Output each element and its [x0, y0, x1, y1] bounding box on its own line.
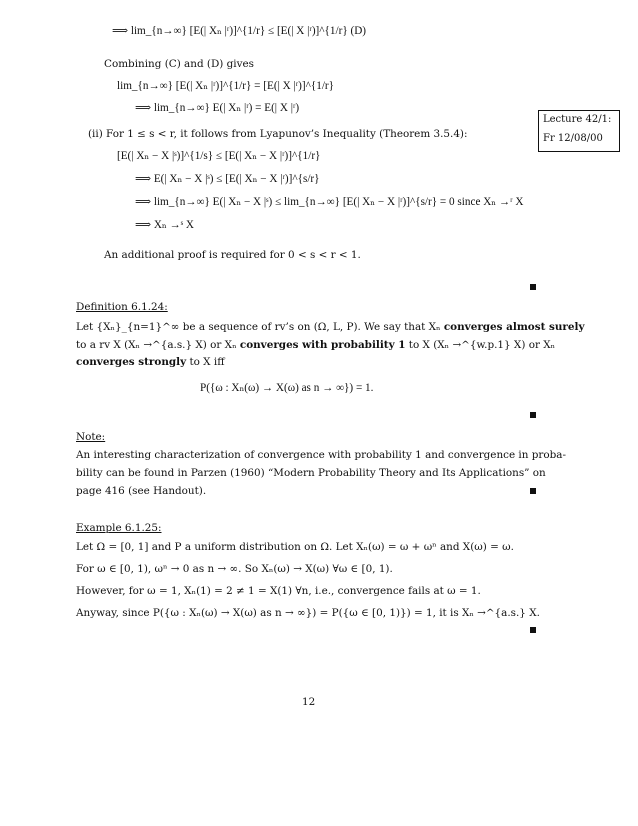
math-line-d: ⟹ lim_{n→∞} [E(| Xₙ |ʳ)]^{1/r} ≤ [E(| X |ʳ)]^{1/r} (D): [112, 25, 367, 37]
note-line-1: An interesting characterization of convergence with probability 1 and convergence in proba-: [76, 449, 566, 461]
math-lyapunov: [E(| Xₙ − X |ˢ)]^{1/s} ≤ [E(| Xₙ − X |ʳ)]^{1/r}: [117, 150, 321, 162]
lecture-date: Fr 12/08/00: [543, 133, 603, 144]
lecture-label: Lecture 42/1:: [543, 114, 612, 125]
example-line-4: Anyway, since P({ω : Xₙ(ω) → X(ω) as n → ∞}) = P({ω ∈ [0, 1)}) = 1, it is Xₙ →^{a.s.} X.: [76, 607, 540, 619]
qed-mark: [530, 284, 536, 290]
definition-line-1: Let {Xₙ}_{n=1}^∞ be a sequence of rv’s on (Ω, L, P). We say that Xₙ converges almost surely: [76, 321, 585, 333]
definition-line-2: to a rv X (Xₙ →^{a.s.} X) or Xₙ converges with probability 1 to X (Xₙ →^{w.p.1} X) or Xₙ: [76, 339, 556, 351]
example-line-1: Let Ω = [0, 1] and P a uniform distribution on Ω. Let Xₙ(ω) = ω + ωⁿ and X(ω) = ω.: [76, 541, 514, 553]
example-line-2: For ω ∈ [0, 1), ωⁿ → 0 as n → ∞. So Xₙ(ω) → X(ω) ∀ω ∈ [0, 1).: [76, 563, 393, 575]
example-line-3: However, for ω = 1, Xₙ(1) = 2 ≠ 1 = X(1) ∀n, i.e., convergence fails at ω = 1.: [76, 585, 481, 597]
math-conclusion: ⟹ Xₙ →ˢ X: [135, 219, 194, 231]
definition-title: Definition 6.1.24:: [76, 301, 168, 313]
math-limit-bound: ⟹ lim_{n→∞} E(| Xₙ − X |ˢ) ≤ lim_{n→∞} [E(| Xₙ − X |ʳ)]^{s/r} = 0 since Xₙ →ʳ X: [135, 196, 524, 208]
additional-proof-text: An additional proof is required for 0 < s < r < 1.: [104, 249, 361, 261]
lecture-box: [538, 110, 620, 152]
note-line-3: page 416 (see Handout).: [76, 485, 207, 497]
qed-mark: [530, 627, 536, 633]
qed-mark: [530, 412, 536, 418]
qed-mark: [530, 488, 536, 494]
definition-line-3: converges strongly to X iff: [76, 356, 225, 368]
math-expectation-bound: ⟹ E(| Xₙ − X |ˢ) ≤ [E(| Xₙ − X |ʳ)]^{s/r}: [135, 173, 320, 185]
note-title: Note:: [76, 431, 106, 443]
definition-equation: P({ω : Xₙ(ω) → X(ω) as n → ∞}) = 1.: [200, 382, 374, 394]
math-line-expectation-eq: ⟹ lim_{n→∞} E(| Xₙ |ʳ) = E(| X |ʳ): [135, 102, 300, 114]
example-title: Example 6.1.25:: [76, 522, 162, 534]
note-line-2: bility can be found in Parzen (1960) “Modern Probability Theory and Its Applications” on: [76, 467, 546, 479]
page-number: 12: [302, 696, 316, 708]
case-ii-text: (ii) For 1 ≤ s < r, it follows from Lyapunov’s Inequality (Theorem 3.5.4):: [88, 128, 468, 140]
combining-text: Combining (C) and (D) gives: [104, 58, 254, 70]
math-line-limit-eq: lim_{n→∞} [E(| Xₙ |ʳ)]^{1/r} = [E(| X |ʳ)]^{1/r}: [117, 80, 335, 92]
